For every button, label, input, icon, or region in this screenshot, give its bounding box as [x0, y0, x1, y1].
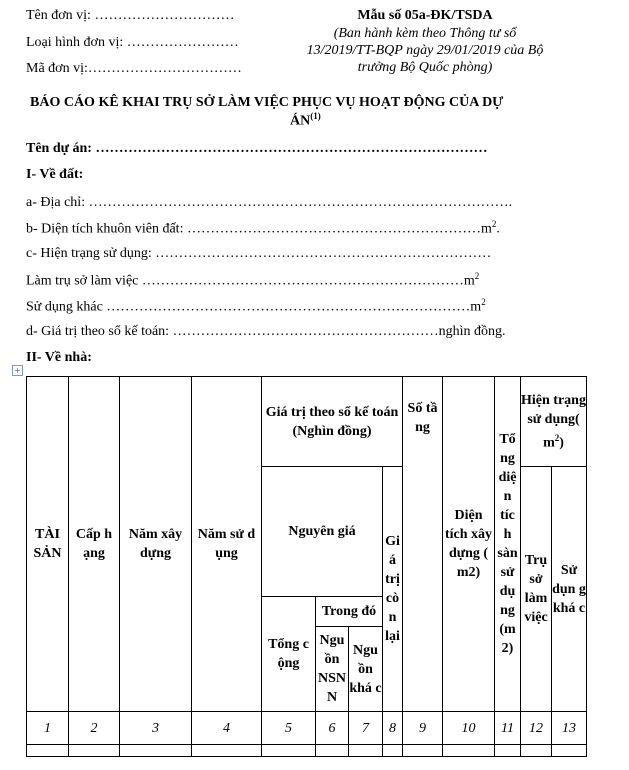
col-office-header: Trụ sở làm việc — [521, 467, 552, 712]
col-status-header: Hiện trạng sử dụng( $m^2$) — [521, 377, 587, 467]
col-number-6: 6 — [316, 712, 349, 745]
col-book-value-header: Giá trị theo sổ kế toán (Nghìn đồng) — [262, 377, 403, 467]
house-table — [26, 376, 587, 757]
book-value-line: d- Giá trị theo sổ kế toán: …………………………………………………nghìn đồng. — [26, 324, 506, 339]
office-use-line: Làm trụ sở làm việc $\dots\dots\dots\dots\dots\dots\dots\dots\dots\dots\dots\dots\dots\dots\dots\dots\dots\dots\dots\dots\dots\dots\dots m^2$ — [26, 271, 480, 289]
col-number-13: 13 — [552, 712, 587, 745]
report-title-line-2: ÁN$^{(1)}$ — [290, 111, 321, 129]
title-footnote: (1) — [310, 111, 321, 121]
table-cell[interactable] — [120, 745, 192, 757]
project-name-line: Tên dự án: ………………………………………………………………………… — [26, 141, 488, 156]
col-year-used-header: Năm sử d ụng — [192, 377, 262, 712]
table-cell[interactable] — [521, 745, 552, 757]
col-asset-header: TÀI SẢN — [27, 377, 69, 712]
table-cell[interactable] — [69, 745, 120, 757]
land-area-line: b- Diện tích khuôn viên đất: $\dots\dots\dots\dots\dots\dots\dots\dots\dots\dots\dots\dots\dots\dots\dots\dots\dots\dots\dots\dots\dots m^2$. — [26, 219, 500, 237]
col-number-5: 5 — [262, 712, 316, 745]
col-number-4: 4 — [192, 712, 262, 745]
table-cell[interactable] — [552, 745, 587, 757]
col-number-1: 1 — [27, 712, 69, 745]
col-number-3: 3 — [120, 712, 192, 745]
col-remaining-value-header: Gi á trị cò n lại — [383, 467, 403, 712]
col-other-source-header: Ngu ồn khá c — [349, 627, 383, 712]
other-use-line: Sử dụng khác $\dots\dots\dots\dots\dots\dots\dots\dots\dots\dots\dots\dots\dots\dots\dots\dots\dots\dots\dots\dots\dots\dots\dots\dots\dots\dots m^2$ — [26, 297, 486, 315]
col-floor-area-header: Tổ ng diệ n tíc h sàn sử dụ ng (m 2) — [495, 377, 521, 712]
table-cell[interactable] — [403, 745, 443, 757]
unit-code-line: Mã đơn vị:…………………………… — [26, 61, 242, 76]
col-number-12: 12 — [521, 712, 552, 745]
issued-by-line-3: trưởng Bộ Quốc phòng) — [357, 60, 493, 75]
unit-name-line: Tên đơn vị: ………………………… — [26, 8, 235, 23]
address-line: a- Địa chỉ: ………………………………………………………………………………. — [26, 195, 513, 210]
col-of-which-header: Trong đó — [316, 597, 383, 627]
table-cell[interactable] — [262, 745, 316, 757]
issued-by-line-2: 13/2019/TT-BQP ngày 29/01/2019 của Bộ — [306, 43, 544, 58]
table-cell[interactable] — [443, 745, 495, 757]
table-cell[interactable] — [27, 745, 69, 757]
unit-type-line: Loại hình đơn vị: …………………… — [26, 35, 239, 50]
col-number-11: 11 — [495, 712, 521, 745]
section-house-heading: II- Về nhà: — [26, 350, 92, 365]
col-original-price-header: Nguyên giá — [262, 467, 383, 597]
table-cell[interactable] — [495, 745, 521, 757]
col-floors-header: Số tầ ng — [403, 377, 443, 712]
section-land-heading: I- Về đất: — [26, 167, 84, 182]
col-built-area-header: Diện tích xây dựng ( m2) — [443, 377, 495, 712]
col-number-7: 7 — [349, 712, 383, 745]
table-cell[interactable] — [349, 745, 383, 757]
usage-status-line: c- Hiện trạng sử dụng: ……………………………………………………………… — [26, 246, 492, 261]
table-cell[interactable] — [192, 745, 262, 757]
report-title-line-1: BÁO CÁO KÊ KHAI TRỤ SỞ LÀM VIỆC PHỤC VỤ HOẠT ĐỘNG CỦA DỰ — [30, 95, 504, 110]
table-cell[interactable] — [383, 745, 403, 757]
table-cell[interactable] — [316, 745, 349, 757]
col-number-10: 10 — [443, 712, 495, 745]
form-number: Mẫu số 05a-ĐK/TSDA — [357, 8, 493, 23]
col-number-2: 2 — [69, 712, 120, 745]
col-total-header: Tổng c ộng — [262, 597, 316, 712]
col-other-use-header: Sử dụn g khá c — [552, 467, 587, 712]
issued-by-line-1: (Ban hành kèm theo Thông tư số — [333, 26, 517, 41]
table-move-handle-icon[interactable]: + — [12, 365, 23, 376]
col-number-9: 9 — [403, 712, 443, 745]
col-year-built-header: Năm xây dựng — [120, 377, 192, 712]
col-number-8: 8 — [383, 712, 403, 745]
col-grade-header: Cấp h ạng — [69, 377, 120, 712]
col-state-budget-header: Ngu ồn NSN N — [316, 627, 349, 712]
